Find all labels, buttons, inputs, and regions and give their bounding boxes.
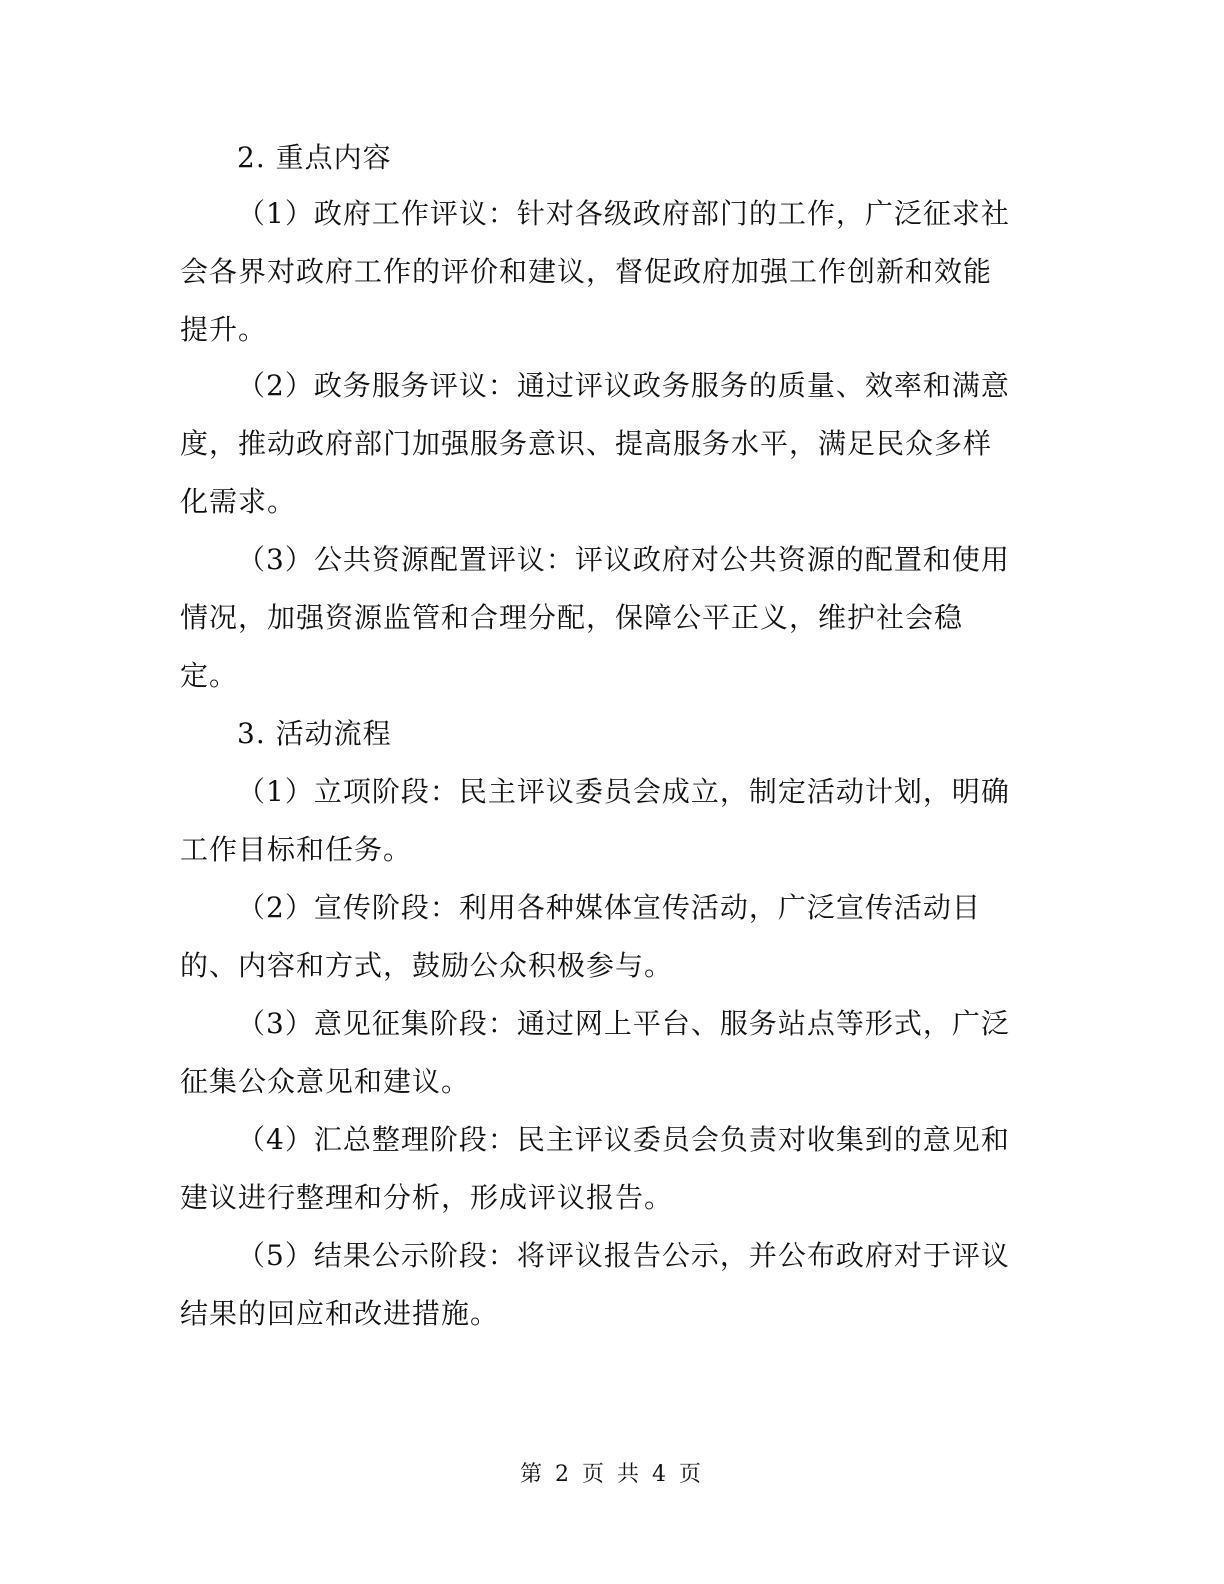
paragraph-line: 建议进行整理和分析，形成评议报告。 xyxy=(180,1181,674,1214)
paragraph-line: 结果的回应和改进措施。 xyxy=(180,1297,500,1330)
paragraph-line: （5）结果公示阶段：将评议报告公示，并公布政府对于评议 xyxy=(237,1239,1010,1272)
paragraph-line: 定。 xyxy=(180,659,239,692)
paragraph-line: （4）汇总整理阶段：民主评议委员会负责对收集到的意见和 xyxy=(237,1123,1010,1156)
paragraph-line: 度，推动政府部门加强服务意识、提高服务水平，满足民众多样 xyxy=(180,427,993,460)
paragraph-line: 的、内容和方式，鼓励公众积极参与。 xyxy=(180,949,674,982)
paragraph-line: 工作目标和任务。 xyxy=(180,833,413,866)
paragraph-line: 化需求。 xyxy=(180,485,297,518)
section-heading: 2. 重点内容 xyxy=(237,141,392,174)
paragraph-line: 情况，加强资源监管和合理分配，保障公平正义，维护社会稳 xyxy=(180,601,964,634)
paragraph-line: （1）立项阶段：民主评议委员会成立，制定活动计划，明确 xyxy=(237,775,1010,808)
paragraph-line: 会各界对政府工作的评价和建议，督促政府加强工作创新和效能 xyxy=(180,255,993,288)
paragraph-line: （3）公共资源配置评议：评议政府对公共资源的配置和使用 xyxy=(237,543,1010,576)
page-number-footer: 第 2 页 共 4 页 xyxy=(520,1462,704,1487)
paragraph-line: 征集公众意见和建议。 xyxy=(180,1065,471,1098)
paragraph-line: （2）政务服务评议：通过评议政务服务的质量、效率和满意 xyxy=(237,369,1010,402)
section-heading: 3. 活动流程 xyxy=(237,717,392,750)
paragraph-line: （1）政府工作评议：针对各级政府部门的工作，广泛征求社 xyxy=(237,197,1010,230)
paragraph-line: （2）宣传阶段：利用各种媒体宣传活动，广泛宣传活动目 xyxy=(237,891,981,924)
paragraph-line: （3）意见征集阶段：通过网上平台、服务站点等形式，广泛 xyxy=(237,1007,1010,1040)
paragraph-line: 提升。 xyxy=(180,313,268,346)
